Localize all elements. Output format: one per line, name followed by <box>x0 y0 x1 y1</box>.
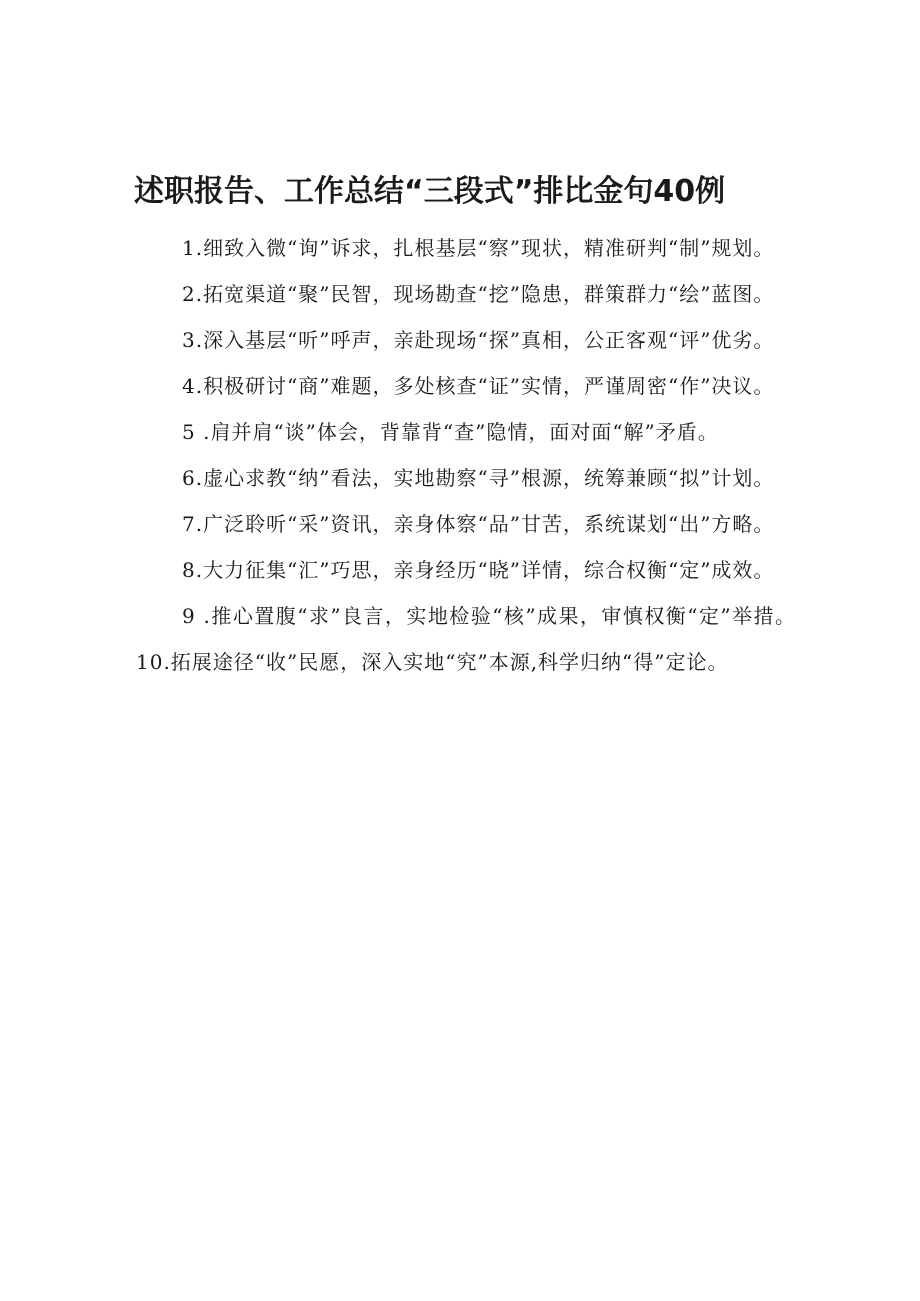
list-item: 4.积极研讨“商”难题，多处核查“证”实情，严谨周密“作”决议。 <box>182 374 775 398</box>
list-item: 1.细致入微“询”诉求，扎根基层“察”现状，精准研判“制”规划。 <box>182 236 775 260</box>
list-item: 8.大力征集“汇”巧思，亲身经历“晓”详情，综合权衡“定”成效。 <box>182 558 775 582</box>
list-item: 9 .推心置腹“求”良言，实地检验“核”成果，审慎权衡“定”举措。10.拓展途径“收”民愿，深入实地“究”本源,科学归纳“得”定论。 <box>136 604 796 674</box>
list-item: 6.虚心求教“纳”看法，实地勘察“寻”根源，统筹兼顾“拟”计划。 <box>182 466 775 490</box>
list-item: 5 .肩并肩“谈”体会，背靠背“查”隐情，面对面“解”矛盾。 <box>182 420 719 444</box>
list-item: 3.深入基层“听”呼声，亲赴现场“探”真相，公正客观“评”优劣。 <box>182 328 775 352</box>
list-item: 2.拓宽渠道“聚”民智，现场勘查“挖”隐患，群策群力“绘”蓝图。 <box>182 282 775 306</box>
document-title: 述职报告、工作总结“三段式”排比金句40例 <box>134 174 726 209</box>
list-item: 7.广泛聆听“采”资讯，亲身体察“品”甘苦，系统谋划“出”方略。 <box>182 512 775 536</box>
document-body <box>136 225 796 685</box>
